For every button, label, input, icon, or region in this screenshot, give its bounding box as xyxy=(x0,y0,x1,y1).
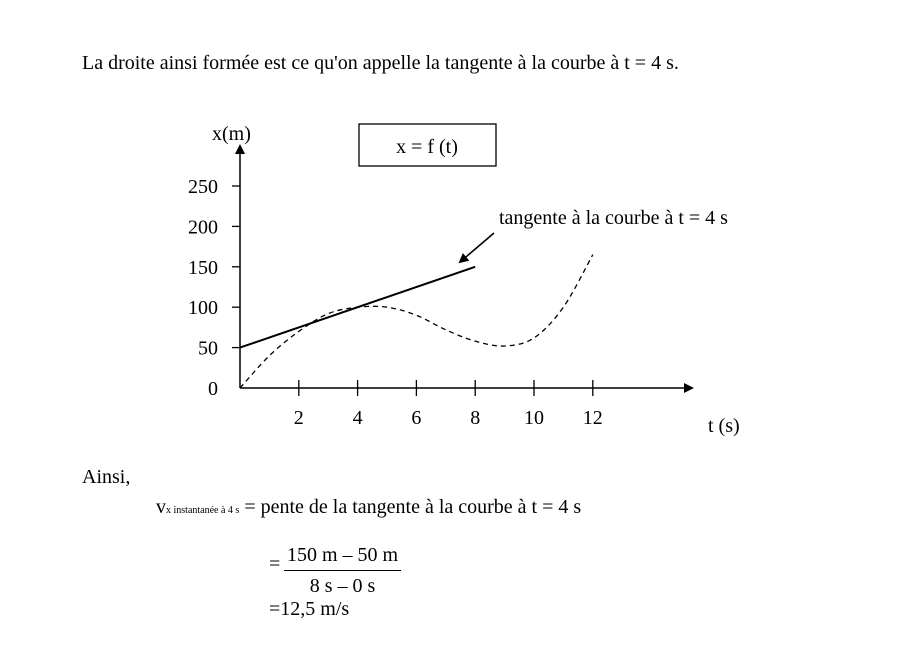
ainsi-label: Ainsi, xyxy=(82,466,131,488)
tangent-annotation: tangente à la courbe à t = 4 s xyxy=(499,207,728,229)
x-axis-label: t (s) xyxy=(708,415,740,437)
velocity-definition xyxy=(156,496,581,519)
tangent-line xyxy=(240,267,475,348)
x-tick-label: 4 xyxy=(352,407,363,429)
function-label: x = f (t) xyxy=(396,136,458,158)
x-tick-label: 6 xyxy=(411,407,422,429)
position-curve xyxy=(240,255,593,388)
slope-statement: = pente de la tangente à la courbe à t = 4 s xyxy=(244,496,582,518)
y-tick-label: 200 xyxy=(188,216,218,239)
y-tick-label: 100 xyxy=(188,297,218,320)
y-axis-label: x(m) xyxy=(212,123,251,145)
velocity-symbol: v xyxy=(156,496,166,518)
velocity-subscript: x instantanée à 4 s xyxy=(166,505,240,516)
y-tick-label: 150 xyxy=(188,256,218,279)
y-tick-label: 250 xyxy=(188,176,218,198)
velocity-result: =12,5 m/s xyxy=(269,598,350,620)
x-tick-label: 10 xyxy=(524,407,544,429)
equals-sign: = xyxy=(269,553,281,575)
x-tick-label: 8 xyxy=(470,407,481,429)
slope-fraction xyxy=(284,540,401,601)
y-tick-label: 50 xyxy=(198,337,218,360)
annotation-arrow xyxy=(460,233,494,262)
fraction-denominator: 8 s – 0 s xyxy=(309,575,376,597)
x-tick-label: 2 xyxy=(293,407,304,429)
y-tick-label: 0 xyxy=(208,378,218,400)
intro-paragraph: La droite ainsi formée est ce qu'on appelle la tangente à la courbe à t = 4 s. xyxy=(82,52,679,74)
fraction-numerator: 150 m – 50 m xyxy=(284,540,401,571)
x-tick-label: 12 xyxy=(582,407,603,429)
